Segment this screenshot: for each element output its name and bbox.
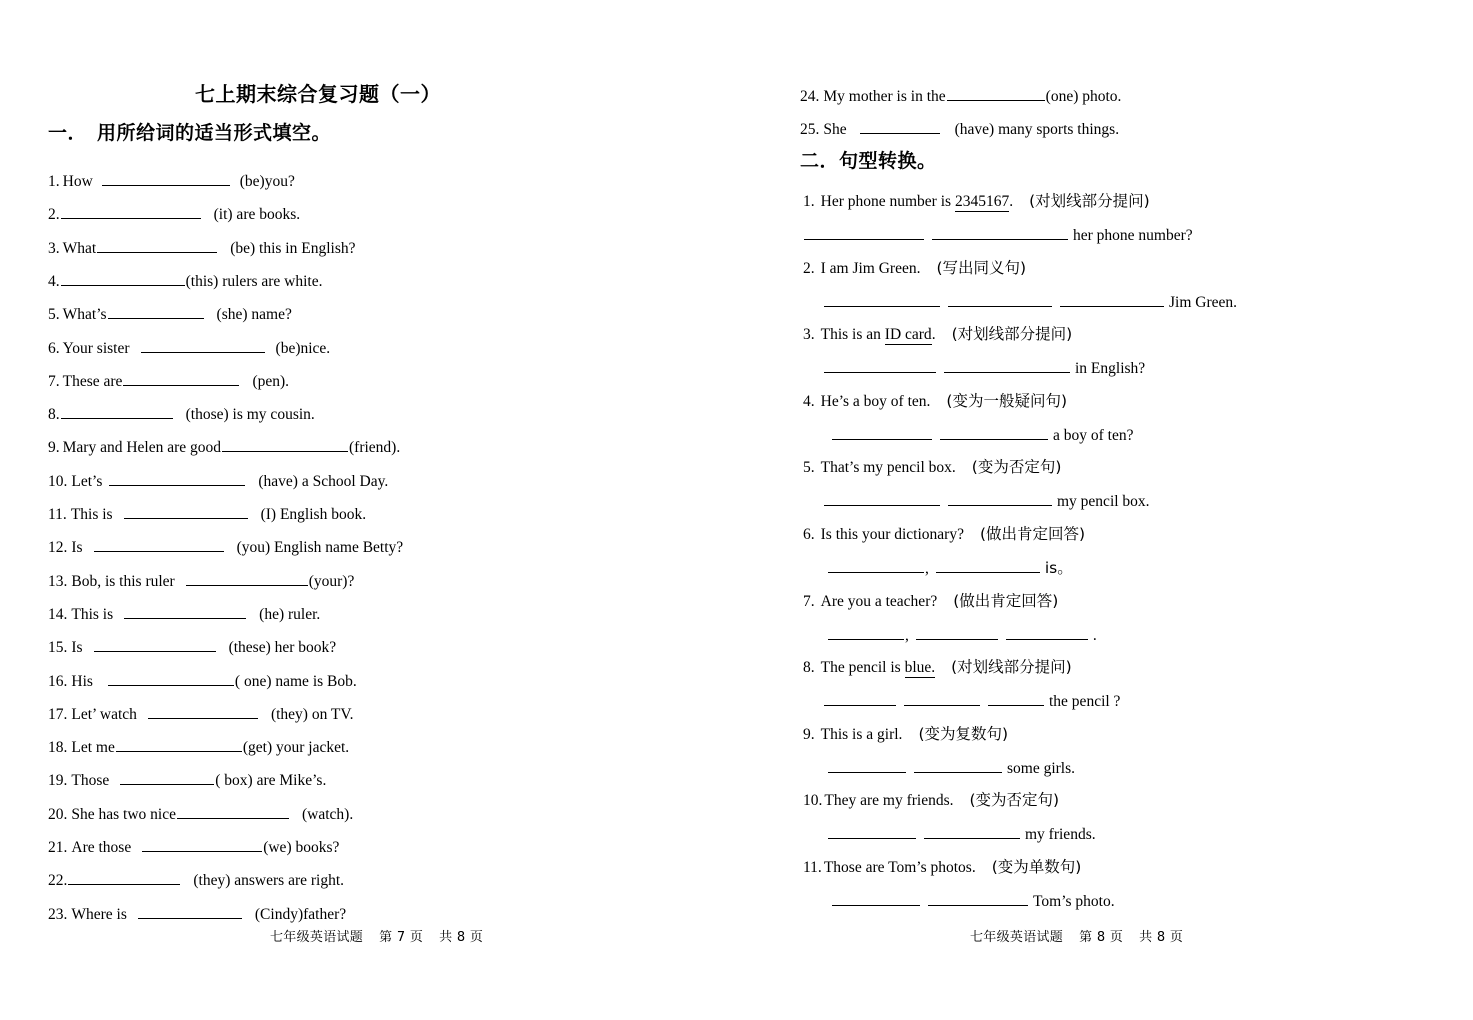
transform-answer-line [827, 825, 1096, 843]
fill-blank-item [800, 87, 1121, 105]
underlined-target: 2345167 [954, 193, 1010, 210]
answer-blank[interactable] [828, 825, 916, 839]
answer-blank[interactable] [124, 605, 246, 619]
answer-blank[interactable] [860, 120, 940, 134]
answer-separator: , [905, 626, 909, 644]
item-number: 11. [48, 506, 67, 523]
transform-answer-line [827, 626, 1097, 644]
answer-blank[interactable] [177, 805, 289, 819]
item-number: 6. [48, 339, 60, 357]
item-prompt: This is [71, 605, 114, 623]
item-number: 5. [48, 306, 60, 324]
item-sentence: This is an [820, 326, 885, 344]
answer-blank[interactable] [123, 372, 239, 386]
answer-blank[interactable] [916, 626, 998, 640]
answer-tail: my friends. [1025, 826, 1096, 844]
item-number: 6. [803, 526, 815, 543]
answer-blank[interactable] [186, 572, 308, 586]
transform-answer-line [823, 492, 1150, 510]
fill-blank-item [48, 438, 400, 456]
item-cue: (those) is my cousin. [185, 406, 315, 424]
item-number: 7. [803, 592, 815, 610]
fill-blank-item [48, 372, 289, 390]
fill-blank-item [48, 405, 315, 423]
item-number: 8. [48, 406, 60, 424]
item-prompt: Where is [71, 905, 127, 923]
item-cue: (we) books? [263, 839, 340, 856]
item-cue: (you) English name Betty? [236, 539, 404, 557]
answer-blank[interactable] [61, 405, 173, 419]
fill-blank-item [48, 339, 330, 357]
answer-blank[interactable] [828, 759, 906, 773]
fill-blank-item [48, 905, 346, 923]
answer-blank[interactable] [109, 472, 245, 486]
item-number: 7. [48, 372, 60, 390]
item-number: 4. [48, 272, 60, 290]
item-number: 10. [48, 472, 68, 490]
item-number: 5. [803, 459, 815, 477]
transform-answer-line [831, 426, 1133, 444]
item-hint: (对划线部分提问) [951, 658, 1072, 677]
footer-total: 共 8 页 [439, 930, 484, 945]
item-sentence: Is this your dictionary? [820, 526, 964, 543]
item-cue: (this) rulers are white. [185, 272, 323, 290]
fill-blank-item [48, 638, 336, 656]
item-cue: (pen). [252, 372, 290, 390]
item-prompt: Mary and Helen are good [62, 439, 222, 457]
item-sentence: Those are Tom’s photos. [823, 859, 976, 876]
item-number: 2. [803, 259, 815, 277]
answer-tail: some girls. [1007, 759, 1076, 777]
item-hint: (对划线部分提问) [1029, 192, 1150, 210]
answer-blank[interactable] [924, 825, 1020, 839]
answer-blank[interactable] [828, 559, 924, 573]
item-number: 11. [803, 859, 822, 876]
fill-blank-item [48, 305, 292, 323]
answer-blank[interactable] [138, 905, 242, 919]
item-cue: (your)? [308, 572, 355, 590]
answer-tail: the pencil ? [1049, 693, 1121, 711]
item-prompt: Let me [71, 739, 115, 757]
item-prompt: What’s [62, 306, 107, 324]
item-cue: (be)you? [239, 173, 295, 190]
item-prompt: Bob, is this ruler [71, 572, 175, 590]
answer-tail: . [1092, 626, 1097, 644]
transform-answer-line [831, 892, 1115, 910]
transform-item [803, 326, 1072, 343]
item-cue: (Cindy)father? [254, 905, 347, 923]
answer-blank[interactable] [108, 305, 204, 319]
answer-blank[interactable] [914, 759, 1002, 773]
item-cue: (have) a School Day. [258, 472, 389, 490]
answer-blank[interactable] [928, 892, 1028, 906]
item-cue: (they) answers are right. [193, 872, 345, 890]
answer-blank[interactable] [61, 272, 185, 286]
item-number: 12. [48, 539, 68, 557]
answer-blank[interactable] [1060, 293, 1164, 307]
item-number: 2. [48, 206, 60, 224]
answer-blank[interactable] [904, 692, 980, 706]
item-number: 9. [48, 439, 60, 457]
item-cue: (friend). [349, 439, 401, 457]
transform-item [803, 593, 1058, 610]
fill-blank-item [48, 505, 366, 523]
item-sentence: They are my friends. [824, 792, 954, 810]
answer-tail: in English? [1075, 360, 1146, 378]
transform-item [803, 726, 1008, 743]
answer-blank[interactable] [222, 438, 348, 452]
underlined-target: ID card [884, 326, 932, 344]
transform-answer-line [823, 359, 1145, 377]
item-hint: (写出同义句) [936, 258, 1027, 277]
item-prompt: How [62, 173, 93, 190]
item-cue: (have) many sports things. [954, 121, 1120, 138]
item-cue: (he) ruler. [259, 605, 321, 623]
item-hint: (变为复数句) [918, 724, 1009, 743]
item-cue: (she) name? [216, 306, 292, 324]
fill-blank-item [48, 771, 326, 789]
item-prompt: Let’ watch [71, 705, 137, 723]
answer-blank[interactable] [940, 426, 1048, 440]
item-number: 24. [800, 88, 820, 105]
item-cue: (watch). [301, 805, 354, 823]
answer-blank[interactable] [828, 626, 904, 640]
item-number: 23. [48, 905, 68, 923]
fill-blank-item [48, 472, 388, 490]
item-hint: (变为一般疑问句) [946, 391, 1067, 410]
transform-item [803, 393, 1067, 410]
answer-tail: is。 [1044, 559, 1073, 577]
answer-blank[interactable] [932, 226, 1068, 240]
item-cue: (these) her book? [228, 639, 337, 657]
answer-blank[interactable] [988, 692, 1044, 706]
item-prompt: Are those [71, 839, 132, 856]
answer-blank[interactable] [832, 426, 932, 440]
answer-blank[interactable] [102, 172, 230, 186]
item-hint: (做出肯定回答) [953, 591, 1059, 610]
item-prompt: What [62, 239, 97, 257]
item-prompt: Those [71, 772, 110, 790]
item-prompt: His [71, 672, 93, 690]
item-prompt: Is [71, 539, 83, 557]
answer-blank[interactable] [120, 771, 214, 785]
fill-blank-item [48, 538, 403, 556]
answer-blank[interactable] [97, 239, 217, 253]
answer-blank[interactable] [948, 293, 1052, 307]
item-number: 9. [803, 725, 815, 743]
item-punct: . [1009, 193, 1014, 210]
fill-blank-item [48, 272, 323, 290]
item-prompt: Let’s [71, 472, 103, 490]
answer-blank[interactable] [947, 87, 1045, 101]
answer-blank[interactable] [824, 492, 940, 506]
answer-blank[interactable] [124, 505, 248, 519]
transform-answer-line [803, 226, 1193, 244]
item-number: 20. [48, 805, 68, 823]
fill-blank-item [48, 738, 349, 756]
item-prompt: She [823, 121, 847, 138]
answer-blank[interactable] [944, 359, 1070, 373]
item-number: 17. [48, 705, 68, 723]
item-cue: (be) this in English? [230, 239, 356, 257]
transform-answer-line [823, 692, 1120, 710]
item-prompt: She has two nice [71, 805, 176, 823]
fill-blank-item [48, 239, 355, 257]
answer-blank[interactable] [936, 559, 1040, 573]
answer-blank[interactable] [116, 738, 242, 752]
item-number: 3. [48, 239, 60, 257]
item-number: 13. [48, 572, 68, 590]
answer-tail: Jim Green. [1169, 293, 1238, 311]
answer-blank[interactable] [824, 293, 940, 307]
fill-blank-item [48, 838, 339, 856]
answer-tail: Tom’s photo. [1033, 893, 1115, 910]
item-prompt: This is [70, 506, 113, 523]
item-prompt: Your sister [62, 339, 130, 357]
item-prompt: These are [62, 372, 123, 390]
footer-total: 共 8 页 [1139, 930, 1184, 945]
fill-blank-item [48, 672, 357, 690]
answer-blank[interactable] [148, 705, 258, 719]
answer-blank[interactable] [1006, 626, 1088, 640]
answer-blank[interactable] [94, 538, 224, 552]
item-sentence: I am Jim Green. [820, 259, 921, 277]
fill-blank-item [48, 605, 320, 623]
fill-blank-item [48, 205, 300, 223]
right-column [800, 0, 1425, 1020]
transform-item [803, 193, 1150, 210]
transform-answer-line [827, 759, 1075, 777]
item-number: 10. [803, 792, 823, 810]
item-number: 8. [803, 659, 815, 677]
item-number: 3. [803, 326, 815, 344]
item-cue: (be)nice. [275, 339, 331, 357]
answer-blank[interactable] [824, 359, 936, 373]
answer-separator: , [925, 560, 929, 577]
answer-blank[interactable] [61, 205, 201, 219]
item-hint: (做出肯定回答) [979, 525, 1086, 543]
item-cue: (they) on TV. [270, 705, 354, 723]
answer-blank[interactable] [94, 638, 216, 652]
fill-blank-item [48, 805, 353, 823]
item-number: 16. [48, 672, 68, 690]
answer-blank[interactable] [108, 672, 234, 686]
footer-subject: 七年级英语试题 [970, 930, 1064, 945]
item-sentence: This is a girl. [820, 725, 903, 743]
item-cue: ( box) are Mike’s. [215, 772, 327, 790]
item-hint: (变为否定句) [971, 458, 1062, 477]
answer-blank[interactable] [141, 339, 265, 353]
underlined-target: blue. [904, 659, 936, 677]
fill-blank-item [48, 572, 354, 590]
fill-blank-item [48, 705, 353, 723]
item-number: 21. [48, 839, 68, 856]
fill-blank-item [48, 871, 344, 889]
footer-page: 第 7 页 [379, 930, 424, 945]
item-cue: (I) English book. [260, 506, 367, 523]
answer-blank[interactable] [142, 838, 262, 852]
item-number: 19. [48, 772, 68, 790]
transform-answer-line [827, 559, 1073, 577]
item-number: 22. [48, 872, 68, 890]
item-sentence: Her phone number is [820, 193, 955, 210]
item-cue: (it) are books. [213, 206, 301, 224]
transform-item [803, 260, 1026, 277]
item-number: 25. [800, 121, 820, 138]
item-sentence: He’s a boy of ten. [820, 392, 931, 410]
answer-blank[interactable] [68, 871, 180, 885]
item-number: 14. [48, 605, 68, 623]
answer-tail: a boy of ten? [1053, 426, 1134, 444]
item-sentence: Are you a teacher? [820, 592, 938, 610]
section-heading-1: 一． 用所给词的适当形式填空。 [48, 122, 332, 144]
answer-tail: her phone number? [1073, 227, 1193, 244]
item-cue: (get) your jacket. [242, 739, 350, 757]
left-column [45, 0, 755, 1020]
answer-blank[interactable] [832, 892, 920, 906]
item-hint: (变为否定句) [969, 791, 1060, 810]
item-prompt: My mother is in the [823, 88, 946, 105]
answer-tail: my pencil box. [1057, 493, 1150, 511]
item-hint: (变为单数句) [991, 858, 1082, 876]
fill-blank-item [48, 172, 295, 190]
transform-item [803, 659, 1072, 676]
item-number: 1. [803, 193, 815, 210]
item-number: 15. [48, 639, 68, 657]
item-sentence: That’s my pencil box. [820, 459, 956, 477]
item-punct: . [931, 326, 936, 344]
item-number: 4. [803, 392, 815, 410]
item-hint: (对划线部分提问) [951, 325, 1073, 344]
answer-blank[interactable] [824, 692, 896, 706]
transform-item [803, 526, 1085, 543]
footer-page: 第 8 页 [1079, 930, 1124, 945]
footer-subject: 七年级英语试题 [270, 930, 364, 945]
transform-item [803, 792, 1059, 809]
item-cue: (one) photo. [1045, 88, 1122, 105]
fill-blank-item [800, 120, 1119, 138]
transform-item [803, 459, 1061, 476]
section-heading-2: 二．句型转换。 [800, 150, 937, 172]
item-prompt: Is [71, 639, 83, 657]
item-sentence: The pencil is [820, 659, 905, 677]
transform-item [803, 859, 1081, 876]
item-number: 18. [48, 739, 68, 757]
item-cue: ( one) name is Bob. [234, 672, 357, 690]
answer-blank[interactable] [804, 226, 924, 240]
item-number: 1. [48, 173, 60, 190]
answer-blank[interactable] [948, 492, 1052, 506]
page-title: 七上期末综合复习题（一） [195, 84, 441, 106]
transform-answer-line [823, 293, 1237, 311]
footer-left [270, 926, 483, 945]
footer-right [970, 926, 1183, 945]
